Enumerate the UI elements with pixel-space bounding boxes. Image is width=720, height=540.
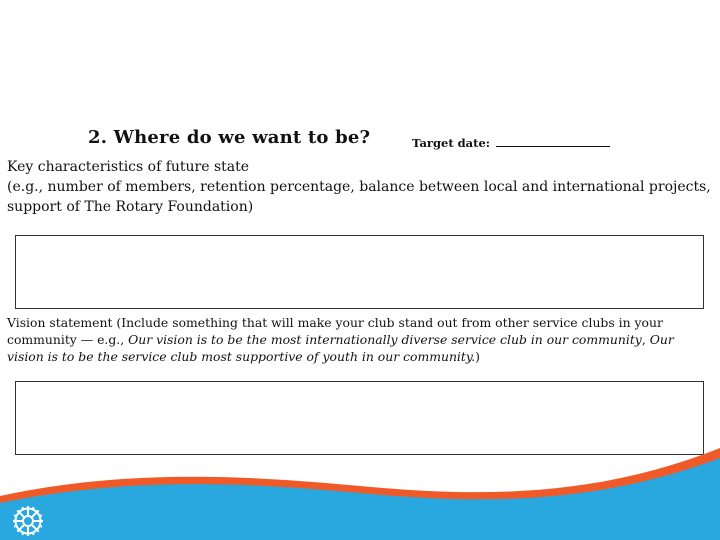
wave-blue-band: [0, 458, 720, 540]
logo-tooth: [37, 510, 39, 512]
rotary-wheel-icon: [12, 505, 44, 537]
vision-intro: Vision statement (Include something that will make your club stand out from other service clubs in your community — e.g.,: [7, 315, 663, 347]
decorative-wave: [0, 440, 720, 540]
logo-tooth: [40, 515, 42, 516]
logo-tooth: [14, 526, 16, 527]
section-heading: 2. Where do we want to be?: [88, 127, 371, 148]
logo-tooth: [22, 507, 23, 509]
characteristics-prompt: [7, 157, 713, 217]
characteristics-detail: (e.g., number of members, retention percentage, balance between local and international projects, support of The Rotary Foundation): [7, 179, 711, 215]
target-date-blank[interactable]: [496, 137, 610, 147]
characteristics-title: Key characteristics of future state: [7, 159, 250, 175]
target-date-label: Target date:: [412, 136, 491, 150]
vision-prompt: [7, 314, 707, 365]
vision-example-1: Our vision is to be the most internationally diverse service club in our community: [128, 332, 642, 347]
logo-tooth: [33, 507, 34, 509]
logo-tooth: [22, 533, 23, 535]
vision-separator: ,: [641, 332, 650, 347]
logo-tooth: [37, 530, 39, 532]
logo-tooth: [33, 533, 34, 535]
logo-tooth: [17, 530, 19, 532]
characteristics-answer-box[interactable]: [15, 235, 704, 309]
logo-tooth: [14, 515, 16, 516]
vision-example-2: Our vision is to be the service club most supportive of youth in our community.: [7, 332, 674, 364]
logo-tooth: [17, 510, 19, 512]
logo-tooth: [40, 526, 42, 527]
target-date-field: [412, 136, 610, 150]
vision-closing: ): [475, 349, 481, 364]
